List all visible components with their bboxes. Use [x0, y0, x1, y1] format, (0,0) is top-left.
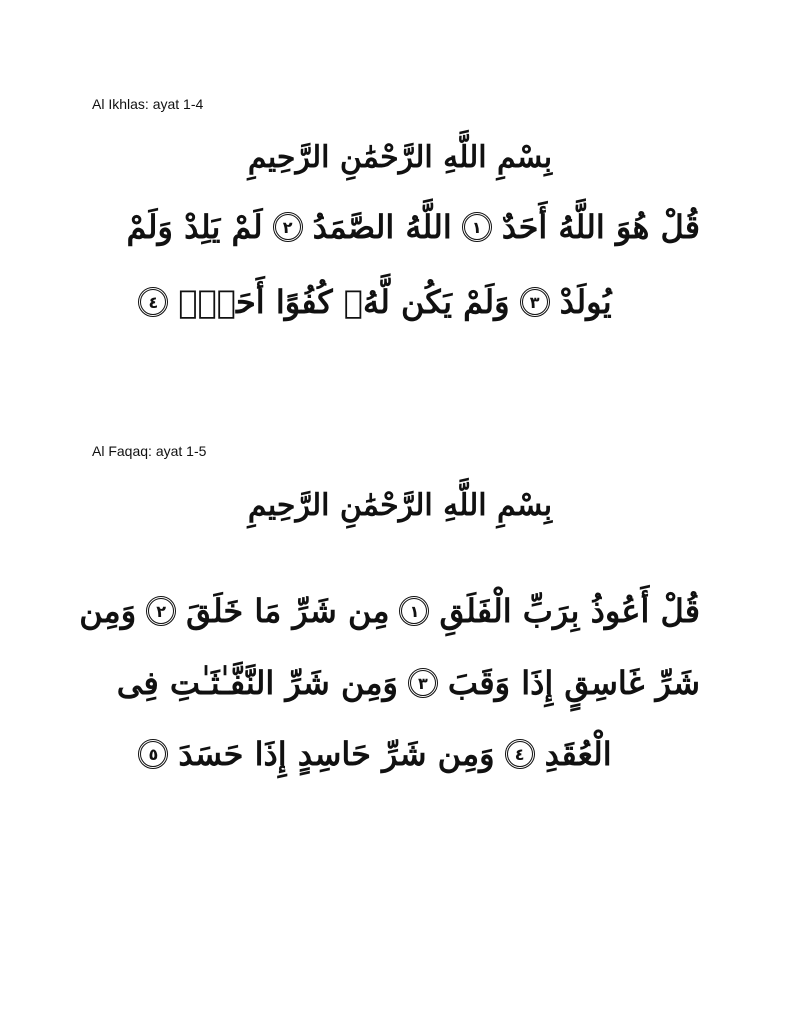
ayah-number-marker: ٤ — [138, 287, 168, 317]
ikhlas-verse-segment: يُولَدْ — [559, 283, 612, 321]
falaq-verse-segment: مِن شَرِّ مَا خَلَقَ — [186, 592, 390, 630]
falaq-verse-segment: شَرِّ غَاسِقٍ إِذَا وَقَبَ — [447, 664, 700, 702]
basmala-ikhlas: بِسْمِ اللَّهِ الرَّحْمَٰنِ الرَّحِيمِ — [247, 140, 553, 175]
ayah-number-marker: ٢ — [273, 212, 303, 242]
ikhlas-verse-segment: لَمْ يَلِدْ وَلَمْ — [126, 208, 263, 246]
ayah-number-marker: ٣ — [520, 287, 550, 317]
falaq-line-1 — [79, 592, 700, 630]
ayah-number-marker: ٣ — [408, 668, 438, 698]
section-caption-falaq: Al Faqaq: ayat 1-5 — [92, 443, 207, 459]
ayah-number-marker: ٤ — [505, 739, 535, 769]
ikhlas-verse-segment: اللَّهُ الصَّمَدُ — [312, 208, 452, 246]
falaq-verse-segment: وَمِن — [79, 592, 137, 630]
falaq-verse-segment: وَمِن شَرِّ حَاسِدٍ إِذَا حَسَدَ — [178, 735, 495, 773]
falaq-verse-segment: وَمِن شَرِّ النَّفَّـٰثَـٰتِ فِى — [116, 664, 398, 702]
ikhlas-line-2 — [148, 283, 612, 321]
falaq-line-2 — [100, 664, 700, 702]
falaq-line-3 — [148, 735, 612, 773]
ayah-number-marker: ١ — [399, 596, 429, 626]
ikhlas-verse-segment: وَلَمْ يَكُن لَّهُۥ كُفُوًا أَحَدٌۢ — [178, 283, 510, 321]
falaq-verse-segment: قُلْ أَعُوذُ بِرَبِّ الْفَلَقِ — [439, 592, 700, 630]
ikhlas-verse-segment: قُلْ هُوَ اللَّهُ أَحَدٌ — [501, 208, 700, 246]
ikhlas-line-1 — [100, 208, 700, 246]
ayah-number-marker: ٥ — [138, 739, 168, 769]
basmala-falaq: بِسْمِ اللَّهِ الرَّحْمَٰنِ الرَّحِيمِ — [247, 488, 553, 523]
section-caption-ikhlas: Al Ikhlas: ayat 1-4 — [92, 96, 204, 112]
ayah-number-marker: ٢ — [146, 596, 176, 626]
falaq-verse-segment: الْعُقَدِ — [544, 735, 612, 773]
ayah-number-marker: ١ — [462, 212, 492, 242]
